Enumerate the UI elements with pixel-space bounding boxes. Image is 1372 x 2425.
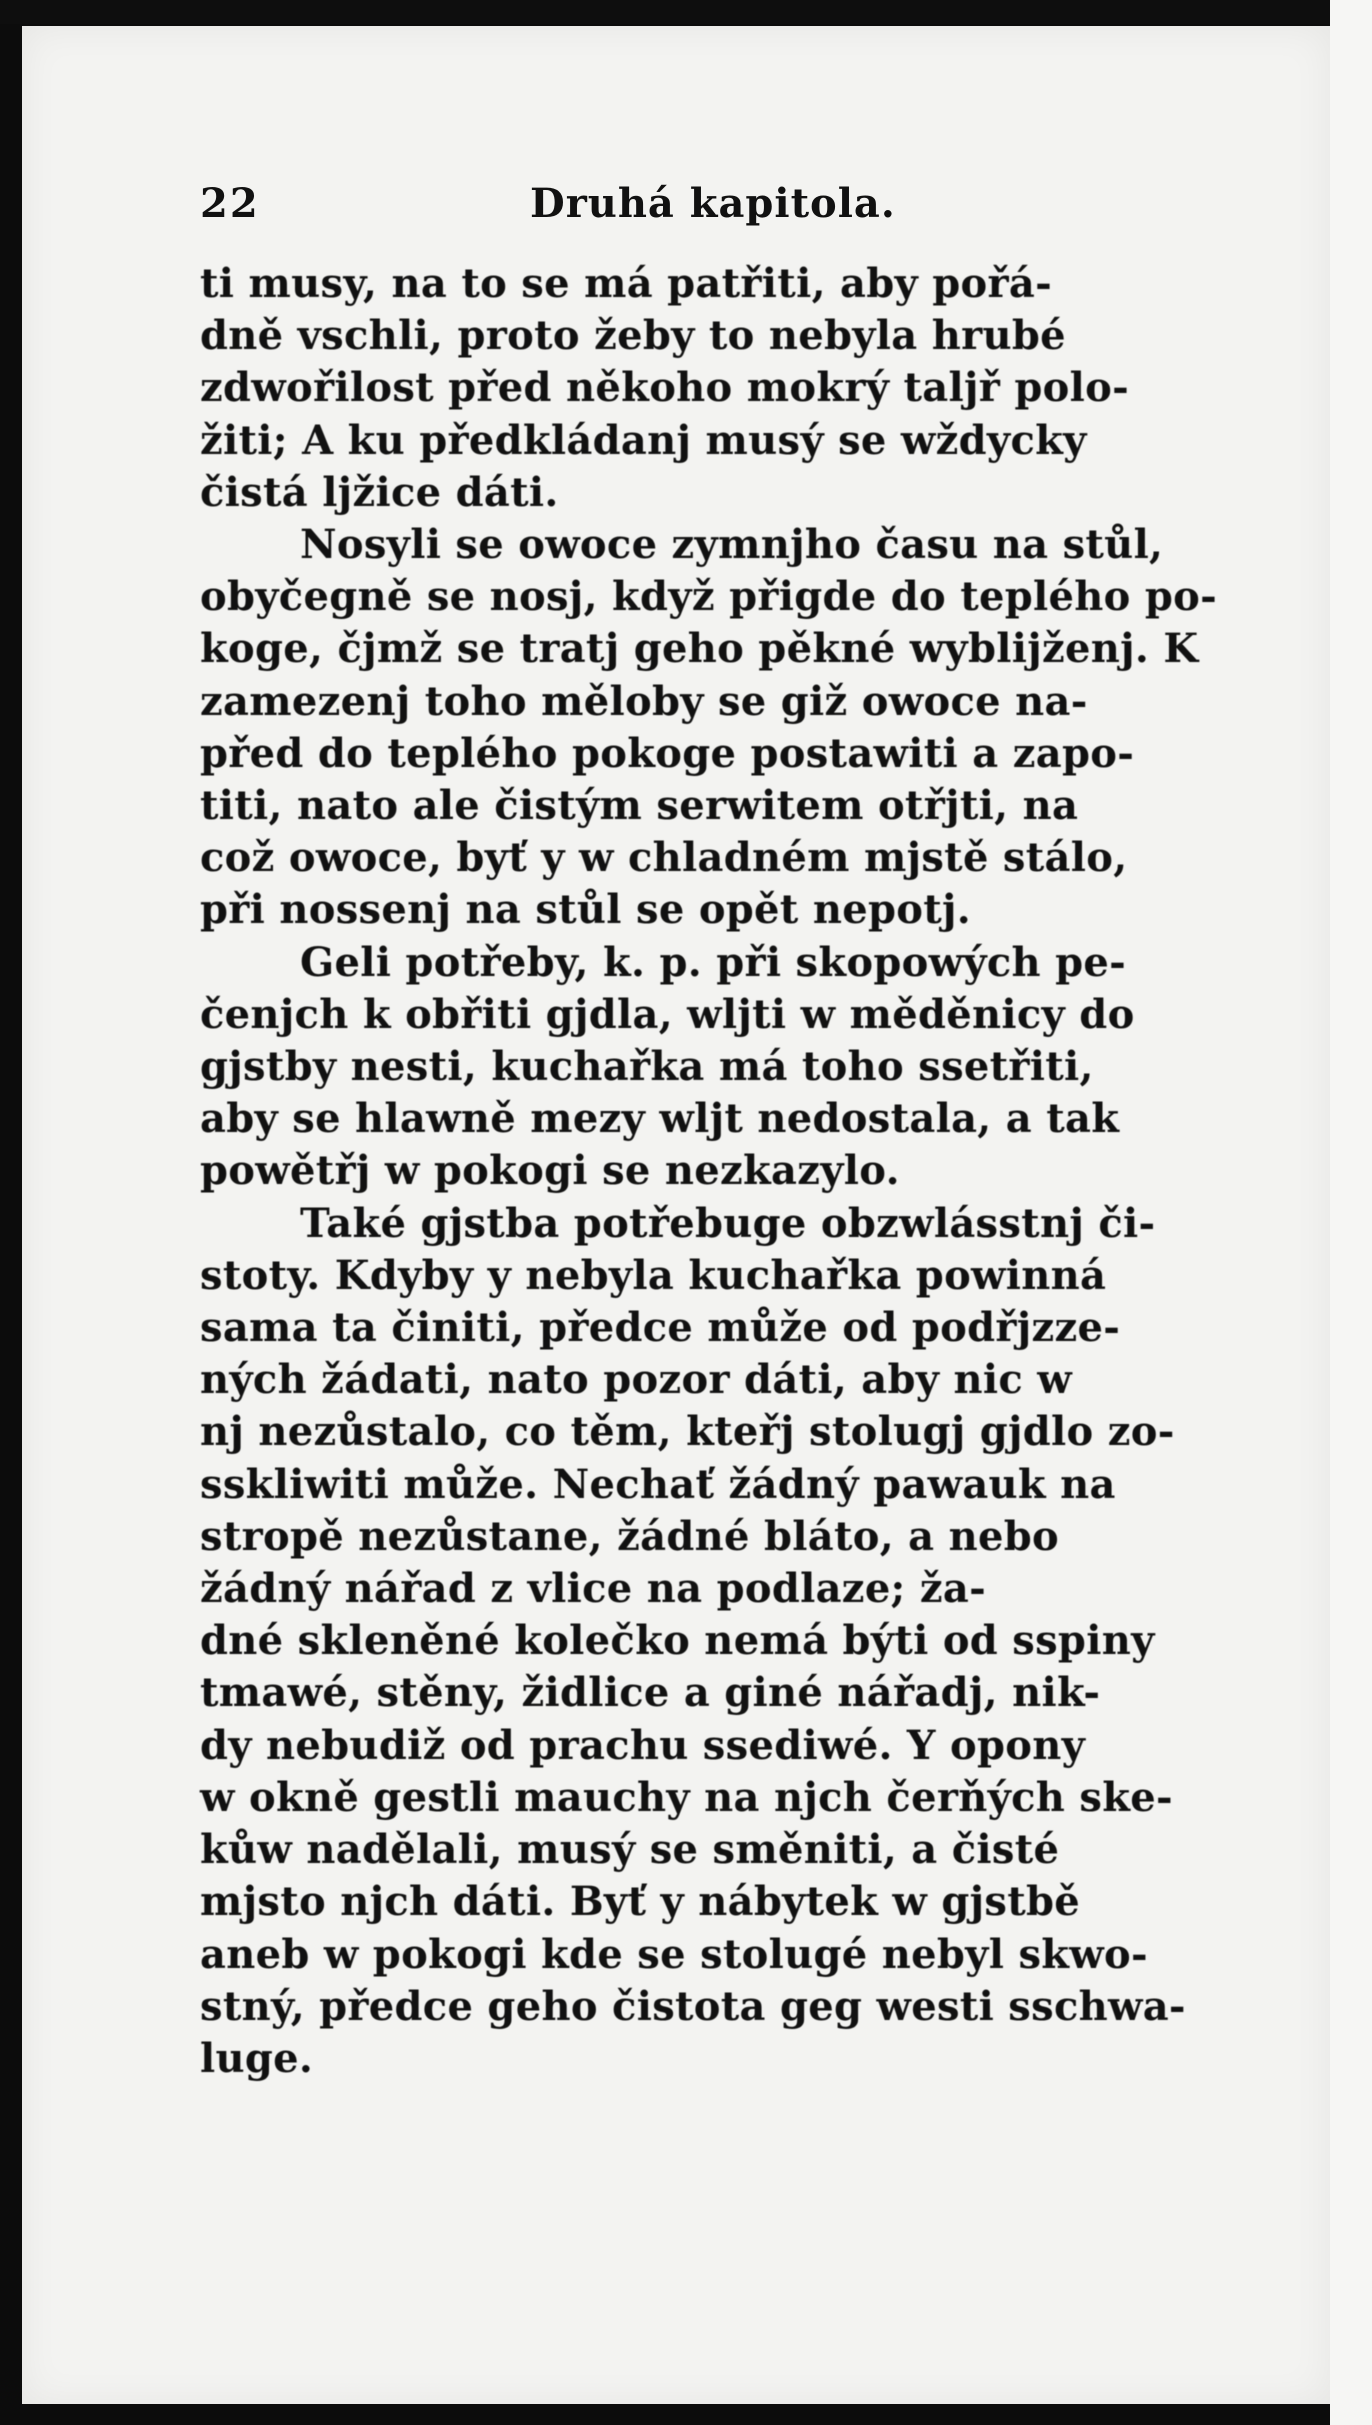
page-header — [200, 180, 1190, 258]
text-line: w okně gestli mauchy na njch čerňých ske- — [200, 1773, 1173, 1821]
text-line: luge. — [200, 2034, 314, 2082]
text-line: Nosyli se owoce zymnjho času na stůl, — [300, 521, 1164, 569]
text-line: aneb w pokogi kde se stolugé nebyl skwo- — [200, 1930, 1148, 1978]
text-line: čistá ljžice dáti. — [200, 468, 559, 516]
body-text — [200, 258, 1217, 2085]
text-line: tmawé, stěny, židlice a giné nářadj, nik- — [200, 1669, 1101, 1717]
text-line: zdwořilost před někoho mokrý taljř polo- — [200, 364, 1130, 412]
text-line: Geli potřeby, k. p. při skopowých pe- — [300, 938, 1127, 986]
scan-top-border — [0, 0, 1372, 24]
text-line: což owoce, byť y w chladném mjstě stálo, — [200, 834, 1128, 882]
text-line: nj nezůstalo, co těm, kteřj stolugj gjdlo zo- — [200, 1408, 1175, 1456]
text-line: zamezenj toho měloby se giž owoce na- — [200, 677, 1088, 725]
text-line: aby se hlawně mezy wljt nedostala, a tak — [200, 1095, 1120, 1143]
text-line: dně vschli, proto žeby to nebyla hrubé — [200, 312, 1066, 360]
text-line: Také gjstba potřebuge obzwlásstnj či- — [300, 1199, 1156, 1247]
text-line: při nossenj na stůl se opět nepotj. — [200, 886, 971, 934]
text-line: stný, předce geho čistota geg westi sschwa- — [200, 1982, 1186, 2030]
text-line: ti musy, na to se má patřiti, aby pořá- — [200, 260, 1053, 307]
text-line: mjsto njch dáti. Byť y nábytek w gjstbě — [200, 1878, 1081, 1926]
text-line: sskliwiti může. Nechať žádný pawauk na — [200, 1460, 1116, 1508]
text-line: dné skleněné kolečko nemá býti od sspiny — [200, 1617, 1155, 1665]
text-line: ných žádati, nato pozor dáti, aby nic w — [200, 1356, 1073, 1404]
text-line: dy nebudiž od prachu ssediwé. Y opony — [200, 1721, 1086, 1769]
adjacent-page-strip — [1330, 0, 1372, 2425]
text-line: žádný nářad z vlice na podlaze; ža- — [200, 1565, 986, 1613]
text-line: čenjch k obřiti gjdla, wljti w měděnicy do — [200, 990, 1135, 1038]
page-number: 22 — [200, 180, 260, 227]
text-line: titi, nato ale čistým serwitem otřjti, na — [200, 782, 1079, 830]
text-line: kůw nadělali, musý se směniti, a čisté — [200, 1826, 1060, 1874]
text-line: stropě nezůstane, žádné bláto, a nebo — [200, 1512, 1059, 1560]
text-line: koge, čjmž se tratj geho pěkné wyblijženj. K — [200, 625, 1199, 673]
text-line: sama ta činiti, předce může od podřjzze- — [200, 1304, 1121, 1352]
text-line: žiti; A ku předkládanj musý se wždycky — [200, 416, 1087, 464]
text-line: powětřj w pokogi se nezkazylo. — [200, 1147, 900, 1195]
text-line: před do teplého pokoge postawiti a zapo- — [200, 729, 1135, 777]
text-line: gjstby nesti, kuchařka má toho ssetřiti, — [200, 1043, 1094, 1091]
running-title: Druhá kapitola. — [530, 180, 896, 227]
text-line: obyčegně se nosj, když přigde do teplého po- — [200, 573, 1217, 621]
page-text — [200, 180, 1217, 2085]
text-line: stoty. Kdyby y nebyla kuchařka powinná — [200, 1251, 1107, 1299]
